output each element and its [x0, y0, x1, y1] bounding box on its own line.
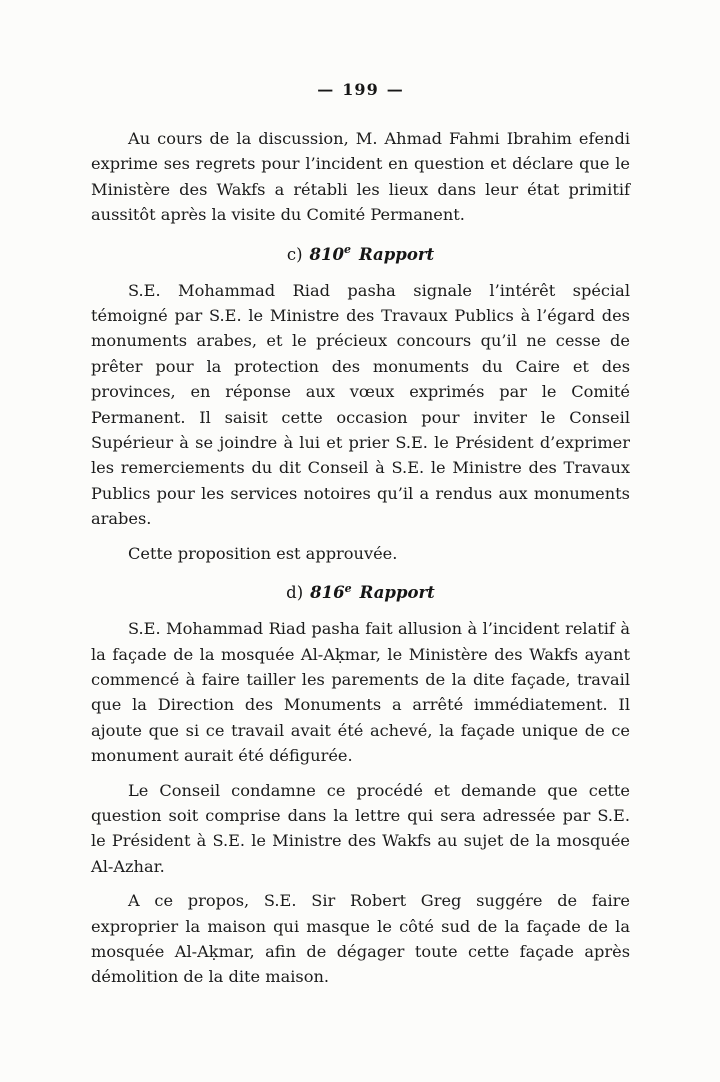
- heading-ordinal: e: [344, 581, 352, 595]
- header-dash-left: —: [317, 80, 335, 99]
- page-header: [91, 80, 630, 99]
- heading-ordinal: e: [343, 243, 351, 257]
- heading-title: Rapport: [358, 244, 435, 264]
- header-dash-right: —: [386, 80, 404, 99]
- heading-label: c): [286, 244, 303, 264]
- heading-number: 810: [309, 244, 344, 264]
- paragraph: S.E. Mohammad Riad pasha signale l’intérêt spécial témoigné par S.E. le Ministre des Travaux Publics à l’égard des monuments arabes, et le précieux concours qu’il ne cesse de prêter pour la protection des monuments du Caire et des provinces, en réponse aux vœux exprimés par le Comité Permanent. Il saisit cette occasion pour inviter le Conseil Supérieur à se joindre à lui et prier S.E. le Président d’exprimer les remerciements du dit Conseil à S.E. le Ministre des Travaux Publics pour les services notoires qu’il a rendus aux monuments arabes.: [91, 280, 630, 529]
- page-number: 199: [342, 80, 379, 99]
- paragraph: Au cours de la discussion, M. Ahmad Fahmi Ibrahim efendi exprime ses regrets pour l’incident en question et déclare que le Ministère des Wakfs a rétabli les lieux dans leur état primitif aussitôt après la visite du Comité Permanent.: [91, 129, 630, 225]
- heading-title: Rapport: [359, 583, 435, 603]
- paragraph: S.E. Mohammad Riad pasha fait allusion à l’incident relatif à la façade de la mosquée Al-Aḳmar, le Ministère des Wakfs ayant commencé à faire tailler les parements de la dite façade, travail que la Direction des Monuments a arrêté immédiatement. Il ajoute que si ce travail avait été achevé, la façade unique de ce monument aurait été défigurée.: [91, 619, 630, 766]
- paragraph: Le Conseil condamne ce procédé et demande que cette question soit comprise dans la lettre qui sera adressée par S.E. le Président à S.E. le Ministre des Wakfs au sujet de la mosquée Al-Azhar.: [91, 780, 630, 876]
- section-heading-810: [91, 245, 630, 264]
- paragraph: A ce propos, S.E. Sir Robert Greg suggére de faire exproprier la maison qui masque le côté sud de la façade de la mosquée Al-Aḳmar, afin de dégager toute cette façade après démolition de la dite maison.: [91, 891, 630, 987]
- section-heading-816: [91, 583, 630, 602]
- heading-number: 816: [310, 583, 345, 603]
- paragraph: Cette proposition est approuvée.: [128, 543, 398, 563]
- heading-label: d): [286, 583, 304, 603]
